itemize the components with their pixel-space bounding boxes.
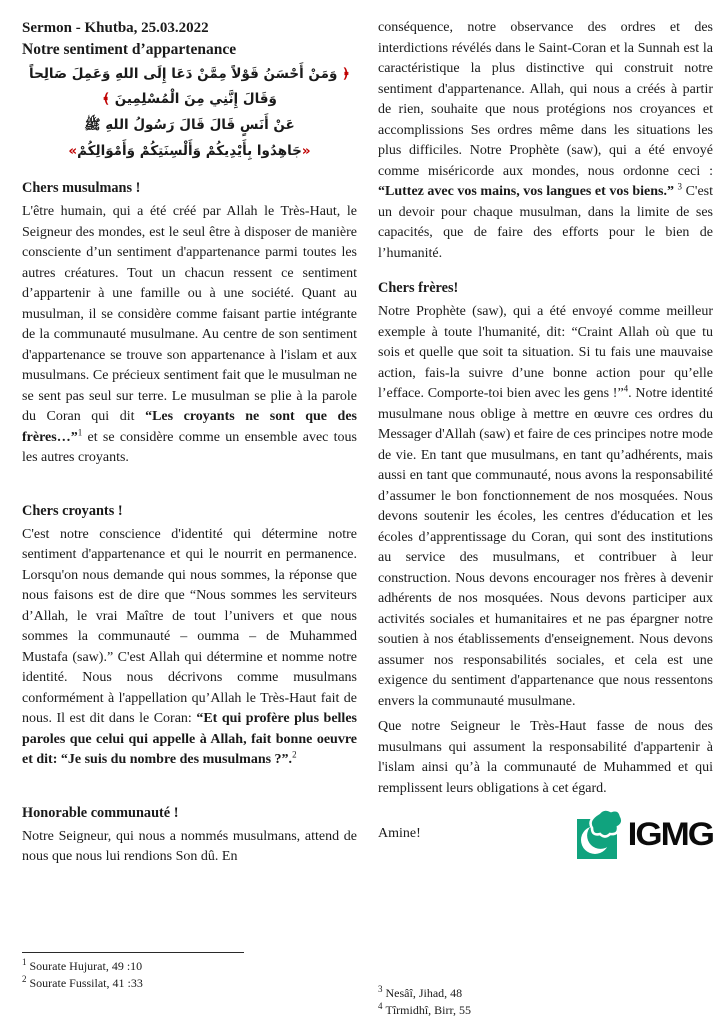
footnote-2 — [22, 975, 322, 992]
heading-honorable-communaute: Honorable communauté ! — [22, 804, 179, 821]
igmg-logo — [576, 808, 713, 860]
paragraph-consequence: conséquence, notre observance des ordres et des interdictions révélés dans le Saint-Coran et la Sunnah est la caractéristique la plus distinctive qui construit notre sentiment d'appartenance. Allah, qui nous a créés à partir de rien, souhaite que nous protégions nos croyances et accomplissions Ses ordres même dans les situations les plus difficiles. Notre Prophète (saw), qui a été envoyé comme miséricorde aux mondes, nous ordonne ceci : “Luttez avec vos mains, vos langues et vos biens.” $^3$ C'est un devoir pour chaque musulman, dans la limite de ses capacités, que de faire des efforts pour le bien de l’humanité. — [378, 20, 714, 261]
footnote-separator — [22, 952, 244, 953]
footnote-1-text: Sourate Hujurat, 49 :10 — [29, 959, 143, 973]
arabic-narration: عَنْ أَنَسٍ قَالَ قَالَ رَسُولُ اللهِ ﷺ — [84, 117, 295, 133]
heading-chers-croyants: Chers croyants ! — [22, 502, 123, 519]
doc-info: Sermon - Khutba, 25.03.2022 — [22, 20, 209, 36]
doc-title: Notre sentiment d’appartenance — [22, 41, 237, 58]
igmg-crescent-icon — [576, 808, 622, 860]
arabic-hadith: «جَاهِدُوا بِأَيْدِيكُمْ وَأَلْسِنَتِكُمْ وَأَمْوَالِكُمْ» — [68, 143, 311, 159]
left-footnotes — [22, 952, 322, 992]
right-column — [378, 18, 713, 861]
footnote-4 — [378, 1002, 678, 1019]
paragraph-chers-croyants: C'est notre conscience d'identité qui détermine notre sentiment d'appartenance et qui le nourrit en permanence. Lorsqu'on nous demande qui nous sommes, la réponse que nous faisons est de dire que “Nous sommes les serviteurs d’Allah, le vrai Maître de tout l’univers et que nous sommes la communauté – oumma – de Muhammed Mustafa (saw).” C'est Allah qui détermine et nomme notre identité. Nous nous décrivons comme musulmans conformément à l'appellation qu’Allah le Très-Haut fait de nous. Il est dit dans le Coran: “Et qui profère plus belles paroles que celui qui appelle à Allah, fait bonne oeuvre et dit: “Je suis du nombre des musulmans ?”.$^2$ — [22, 526, 357, 767]
footnote-2-marker: 2 — [22, 974, 27, 984]
arabic-verse: ﴿ وَمَنْ أَحْسَنُ قَوْلاً مِمَّنْ دَعَا إِلَى اللهِ وَعَمِلَ صَالِحاً وَقَالَ إِنَّنِي مِنَ الْمُسْلِمِينَ ﴾ — [29, 66, 350, 107]
heading-chers-freres: Chers frères! — [378, 280, 459, 296]
paragraph-chers-musulmans: L'être humain, qui a été créé par Allah le Très-Haut, le Seigneur des mondes, est le seul être à disposer de manière consciente d’un sentiment d'appartenance parmi toutes les autres créatures. Tout un chacun ressent ce sentiment d’appartenir à une famille ou à une société. Quant au musulman, il se considère comme faisant partie intégrante de la communauté musulmane. Au centre de son sentiment d'appartenance se trouve son appartenance à l'islam et aux musulmans. Ce précieux sentiment fait que le musulman ne se sent pas seul sur terre. Le musulman se plie à la parole du Coran qui dit “Les croyants ne sont que des frères…”$^1$ et se considère comme un ensemble avec tous les autres croyants. — [22, 204, 358, 465]
igmg-logo-text: IGMG — [627, 816, 713, 852]
footnote-1 — [22, 958, 322, 975]
footnote-1-marker: 1 — [22, 957, 27, 967]
paragraph-honorable-communaute: Notre Seigneur, qui nous a nommés musulmans, attend de nous que nous lui rendions Son dû. En — [22, 828, 357, 864]
footnote-4-marker: 4 — [378, 1001, 383, 1011]
footnote-3-text: Nesâî, Jihad, 48 — [385, 986, 463, 1000]
closing-amine: Amine! — [378, 826, 421, 841]
footnote-2-text: Sourate Fussilat, 41 :33 — [29, 976, 143, 990]
footnote-3-marker: 3 — [378, 984, 383, 994]
footnote-3 — [378, 985, 678, 1002]
left-column — [22, 18, 357, 868]
paragraph-que-notre-seigneur: Que notre Seigneur le Très-Haut fasse de nous des musulmans qui assument la responsabilité d'appartenir à l'islam ainsi qu’à la communauté de Muhammed et qui remplissent leurs obligations à cet égard. — [378, 719, 713, 796]
right-footnotes — [378, 985, 678, 1019]
paragraph-chers-freres: Notre Prophète (saw), qui a été envoyé comme meilleur exemple à toute l'humanité, dit: “Craint Allah où que tu sois et quelle que soit ta situation. Si tu fais une mauvaise action, fais-la suivre d’une bonne action pour qu’elle l’efface. Comporte-toi bien avec les gens !”$^4$. Notre identité musulmane nous oblige à mettre en œuvre ces ordres du Messager d'Allah (saw) et faire de ces principes notre mode de vie. En tant que musulmans, en tant qu’adhérents, mais aussi en tant que communauté, nous avons la responsabilité d’assumer le bon fonctionnement de nos mosquées. Nous devons soutenir les écoles, les centres d'éducation et les écoles d’apprentissage du Coran, qui sont des institutions au service des musulmans, et contribuer à leur construction. Nous devons encourager nos frères à devenir adhérents de nos mosquées. Nous devons participer aux activités sociales et humanitaires et ne pas épargner notre soutien à nos établissements d'enseignement. Nous devons assumer nos responsabilités sociales, et cela est une exigence du sentiment d'appartenance que nous ressentons envers la communauté musulmane. — [378, 304, 713, 709]
closing-row — [378, 807, 713, 861]
footnote-4-text: Tîrmidhî, Birr, 55 — [385, 1003, 472, 1017]
heading-chers-musulmans: Chers musulmans ! — [22, 180, 141, 196]
